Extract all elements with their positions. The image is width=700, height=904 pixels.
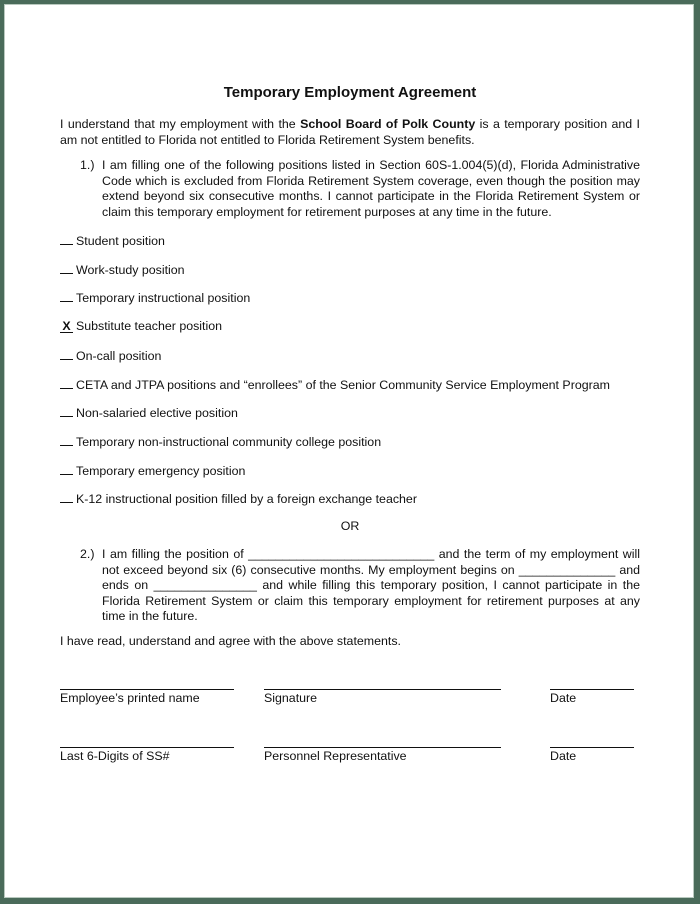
- section-2: [80, 547, 640, 625]
- option-label: K-12 instructional position filled by a foreign exchange teacher: [76, 492, 417, 506]
- section-2-number: 2.): [80, 547, 95, 561]
- intro-text-before: I understand that my employment with the: [60, 117, 301, 131]
- position-option: [60, 233, 165, 249]
- ssn-line[interactable]: [60, 747, 234, 748]
- option-label: Substitute teacher position: [76, 319, 223, 333]
- option-checkbox-line[interactable]: [60, 348, 73, 360]
- section-1: [80, 158, 640, 220]
- representative-label: Personnel Representative: [264, 749, 407, 763]
- date-label: Date: [550, 749, 577, 763]
- section-1-number: 1.): [80, 158, 95, 172]
- position-option: [60, 319, 222, 334]
- position-option: [60, 262, 185, 278]
- option-checkbox-line[interactable]: X: [60, 321, 73, 333]
- ssn-label: Last 6-Digits of SS#: [60, 749, 170, 763]
- position-option: [60, 377, 610, 393]
- date-label: Date: [550, 691, 577, 705]
- agreement-statement: I have read, understand and agree with the above statements.: [60, 634, 401, 648]
- intro-paragraph: [60, 117, 640, 148]
- option-checkbox-line[interactable]: [60, 233, 73, 245]
- position-option: [60, 290, 250, 306]
- option-label: CETA and JTPA positions and “enrollees” of the Senior Community Service Employment Program: [76, 378, 610, 392]
- option-checkbox-line[interactable]: [60, 262, 73, 274]
- position-option: [60, 434, 381, 450]
- option-checkbox-line[interactable]: [60, 491, 73, 503]
- option-checkbox-line[interactable]: [60, 377, 73, 389]
- option-label: On-call position: [76, 349, 162, 363]
- option-label: Non-salaried elective position: [76, 406, 238, 420]
- section-1-text: I am filling one of the following positions listed in Section 60S-1.004(5)(d), Florida Administrative Code which is excluded from Florida Retirement System coverage, even though the position may extend beyond six consecutive months. I cannot participate in the Florida Retirement System or claim this temporary employment for retirement purposes at any time in the future.: [102, 158, 640, 219]
- option-label: Student position: [76, 234, 165, 248]
- option-label: Work-study position: [76, 263, 185, 277]
- intro-text-after: is a temporary position and I am not entitled to Florida not entitled to Florida Retirement System benefits.: [60, 117, 640, 147]
- section-2-text: I am filling the position of ___________________________ and the term of my employment will not exceed beyond six (6) consecutive months. My employment begins on ______________ and ends on _______________ and while filling this temporary position, I cannot participate in the Florida Retirement System or claim this temporary employment for retirement purposes at any time in the future.: [102, 547, 640, 623]
- option-label: Temporary instructional position: [76, 291, 251, 305]
- option-label: Temporary emergency position: [76, 464, 246, 478]
- option-label: Temporary non-instructional community college position: [76, 435, 382, 449]
- employee-name-line[interactable]: [60, 689, 234, 690]
- option-checkbox-line[interactable]: [60, 434, 73, 446]
- option-checkbox-line[interactable]: [60, 463, 73, 475]
- position-option: [60, 405, 238, 421]
- employer-name: School Board of Polk County: [300, 117, 476, 131]
- signature-line[interactable]: [264, 689, 501, 690]
- position-option: [60, 348, 161, 364]
- signature-label: Signature: [264, 691, 318, 705]
- employee-name-label: Employee’s printed name: [60, 691, 200, 705]
- option-checkbox-line[interactable]: [60, 290, 73, 302]
- position-option: [60, 491, 417, 507]
- or-separator: OR: [340, 519, 360, 533]
- position-option: [60, 463, 245, 479]
- date-line[interactable]: [550, 747, 634, 748]
- document-title: Temporary Employment Agreement: [223, 84, 477, 101]
- date-line[interactable]: [550, 689, 634, 690]
- representative-line[interactable]: [264, 747, 501, 748]
- option-checkbox-line[interactable]: [60, 405, 73, 417]
